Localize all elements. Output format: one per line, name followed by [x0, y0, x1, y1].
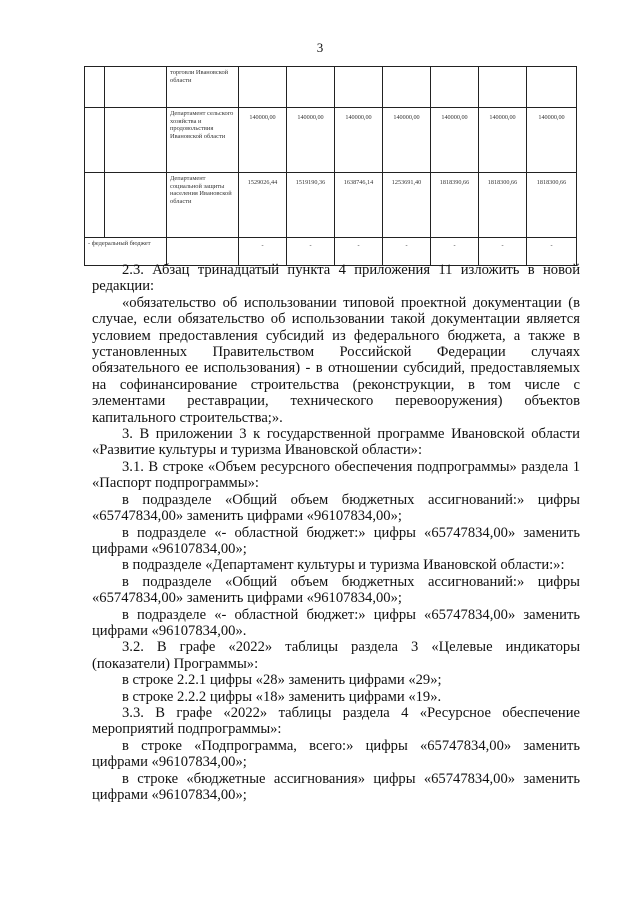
table-cell-label: Департамент сельского хозяйства и продовольствия Ивановской области [167, 108, 239, 173]
table-cell-value: 140000,00 [383, 108, 431, 173]
paragraph: в подразделе «Общий объем бюджетных ассигнований:» цифры «65747834,00» заменить цифрами «96107834,00»; [92, 491, 580, 525]
paragraph: в строке 2.2.1 цифры «28» заменить цифрами «29»; [122, 672, 442, 689]
paragraph: в строке «бюджетные ассигнования» цифры «65747834,00» заменить цифрами «96107834,00»; [92, 770, 580, 803]
table-cell-value [431, 67, 479, 108]
table-cell-value: - [335, 238, 383, 266]
table-row [85, 67, 577, 108]
table-cell-value: 1519190,36 [287, 173, 335, 238]
paragraph: в подразделе «Департамент культуры и туризма Ивановской области:»: [122, 557, 565, 574]
table-cell-value [335, 67, 383, 108]
table-cell-value [479, 67, 527, 108]
table-cell-label: торговли Ивановской области [167, 67, 239, 108]
table-cell-value: 1638746,14 [335, 173, 383, 238]
table-cell-value: 140000,00 [527, 108, 577, 173]
paragraph: в подразделе «- областной бюджет:» цифры «65747834,00» заменить цифрами «96107834,00». [92, 606, 580, 639]
paragraph: в строке 2.2.2 цифры «18» заменить цифрами «19». [122, 688, 442, 705]
table-cell-value: - [479, 238, 527, 266]
table-cell-index [85, 173, 105, 238]
paragraph: в подразделе «- областной бюджет:» цифры «65747834,00» заменить цифрами «96107834,00»; [92, 524, 580, 557]
table-cell-value: 140000,00 [287, 108, 335, 173]
table-cell-label: Департамент социальной защиты населения Ивановской области [167, 173, 239, 238]
paragraph: 3.1. В строке «Объем ресурсного обеспечения подпрограммы» раздела 1 «Паспорт подпрограммы»: [92, 458, 580, 492]
table-cell-index [85, 67, 105, 108]
table-cell-empty [105, 173, 167, 238]
table-cell-value [287, 67, 335, 108]
table-cell-empty [105, 108, 167, 173]
table-cell-empty [105, 67, 167, 108]
table-cell-value: 140000,00 [431, 108, 479, 173]
document-body [92, 262, 580, 803]
paragraph: «обязательство об использовании типовой проектной документации (в случае, если обязательство об использовании такой документации является условием предоставления субсидий из федерального бюджета, а также в установленных Правительством Российской Федерации случаях обязательного ее использования) - в отношении субсидий, предоставляемых на софинансирование строительства (реконструкции, в том числе с элементами реставрации, технического перевооружения) объектов капитального строительства;». [92, 294, 580, 426]
table-cell-value [383, 67, 431, 108]
paragraph: 3. В приложении 3 к государственной программе Ивановской области «Развитие культуры и туризма Ивановской области»: [92, 426, 580, 459]
paragraph: 2.3. Абзац тринадцатый пункта 4 приложения 11 изложить в новой редакции: [92, 262, 580, 295]
table-cell-value: 140000,00 [239, 108, 287, 173]
table-cell-label: - федеральный бюджет [85, 238, 167, 266]
table-cell-value: 140000,00 [479, 108, 527, 173]
table-cell-value: - [527, 238, 577, 266]
table-cell-value [527, 67, 577, 108]
table-cell-value: - [383, 238, 431, 266]
table-cell-value: 1818390,66 [431, 173, 479, 238]
table-cell-value: 1818300,66 [527, 173, 577, 238]
table-cell-index [85, 108, 105, 173]
table-cell-value [239, 67, 287, 108]
table-cell-value: 1253691,40 [383, 173, 431, 238]
table-cell-value: 1818300,66 [479, 173, 527, 238]
table-cell-value: - [431, 238, 479, 266]
paragraph: в строке «Подпрограмма, всего:» цифры «65747834,00» заменить цифрами «96107834,00»; [92, 737, 580, 771]
table-row [85, 173, 577, 238]
budget-table [84, 66, 577, 266]
page-number: 3 [316, 40, 324, 55]
paragraph: 3.3. В графе «2022» таблицы раздела 4 «Ресурсное обеспечение мероприятий подпрограммы»: [92, 704, 580, 738]
paragraph: 3.2. В графе «2022» таблицы раздела 3 «Целевые индикаторы (показатели) Программы»: [92, 639, 580, 672]
table-row [85, 108, 577, 173]
table-cell-value: 140000,00 [335, 108, 383, 173]
paragraph: в подразделе «Общий объем бюджетных ассигнований:» цифры «65747834,00» заменить цифрами «96107834,00»; [92, 573, 580, 607]
table-cell-value: 1529026,44 [239, 173, 287, 238]
table-cell-value: - [287, 238, 335, 266]
table-cell-value: - [239, 238, 287, 266]
